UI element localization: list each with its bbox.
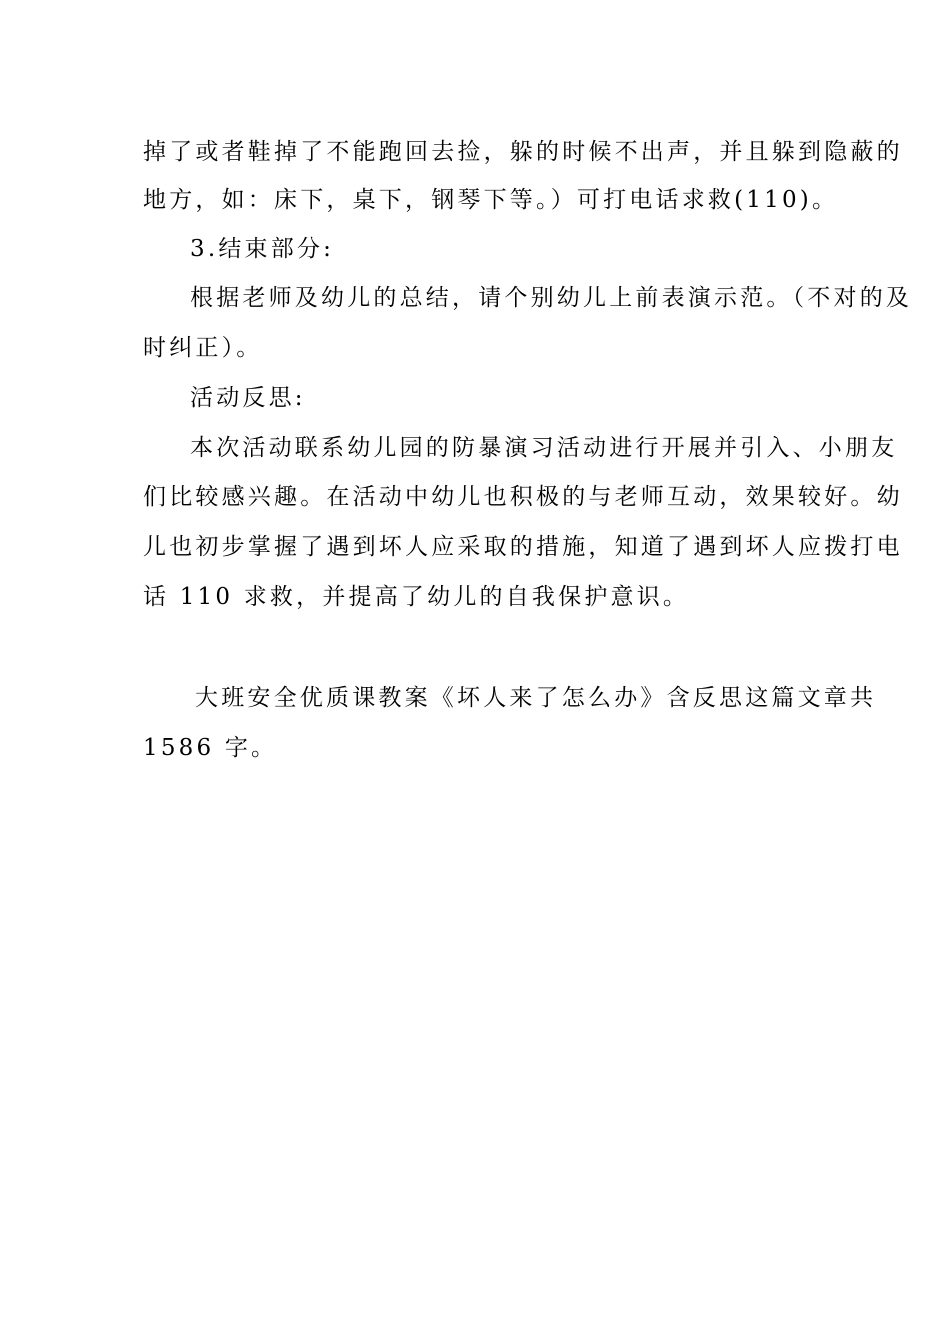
section-heading: 活动反思: [190, 385, 306, 411]
body-text-line: 本次活动联系幼儿园的防暴演习活动进行开展并引入、小朋友 [190, 435, 898, 461]
body-text-line: 儿也初步掌握了遇到坏人应采取的措施，知道了遇到坏人应拨打电 [143, 534, 903, 560]
body-text-line: 地方，如：床下，桌下，钢琴下等。）可打电话求救(110)。 [143, 187, 839, 213]
summary-text-line: 1586 字。 [143, 735, 278, 761]
body-text-line: 根据老师及幼儿的总结，请个别幼儿上前表演示范。（不对的及 [190, 285, 913, 311]
body-text-line: 掉了或者鞋掉了不能跑回去捡，躲的时候不出声，并且躲到隐蔽的 [143, 139, 903, 165]
body-text-line: 话 110 求救，并提高了幼儿的自我保护意识。 [143, 584, 690, 610]
body-text-line: 时纠正）。 [143, 335, 263, 361]
body-text-line: 们比较感兴趣。在活动中幼儿也积极的与老师互动，效果较好。幼 [143, 484, 903, 510]
section-heading: 3.结束部分: [190, 236, 335, 262]
summary-text-line: 大班安全优质课教案《坏人来了怎么办》含反思这篇文章共 [195, 685, 877, 711]
